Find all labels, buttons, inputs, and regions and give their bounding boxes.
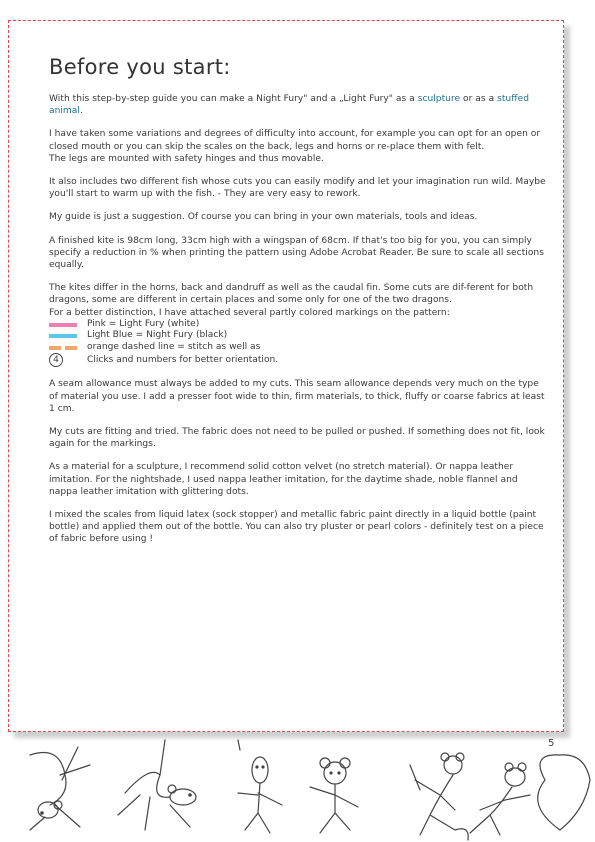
- page-frame: [8, 20, 564, 732]
- sculpture-link[interactable]: sculpture: [417, 94, 461, 104]
- number-circle-icon: 4: [49, 353, 63, 367]
- material-paragraph: As a material for a sculpture, I recommend solid cotton velvet (no stretch material). Or nappa leather imitation. For the nightshade, I used nappa leather imitation, for the daytime shade, noble flannel and nappa leather imitation with glittering dots.: [49, 462, 518, 497]
- mouse-handstand-icon: [30, 747, 90, 830]
- legend-orange: [49, 342, 549, 354]
- page-title: Before you start:: [49, 55, 231, 79]
- pink-swatch: [49, 323, 77, 327]
- mouse-heart-icon: [470, 755, 590, 835]
- intro-text: With this step-by-step guide you can make a Night Fury" and a „Light Fury" as a: [49, 94, 418, 104]
- stuffed-animal-link[interactable]: stuffed animal: [49, 94, 530, 117]
- mice-doodles: [0, 735, 595, 842]
- page-number: 5: [548, 738, 555, 749]
- legend-clicks: [49, 353, 549, 367]
- fish-paragraph: It also includes two different fish whose cuts you can easily modify and let your imagination run wild. Maybe you'll start to warm up with the fish. - They are very easy to rework.: [49, 177, 546, 200]
- legend-blue: [49, 330, 549, 342]
- content: [49, 55, 549, 546]
- mouse-swinging-icon: [410, 753, 468, 840]
- differences-paragraph: The kites differ in the horns, back and dandruff as well as the caudal fin. Some cuts are dif-ferent for both dragons, some are different in certain places and some only for one of the two dragons.: [49, 283, 534, 306]
- legs-paragraph: The legs are mounted with safety hinges and thus movable.: [49, 153, 324, 164]
- size-paragraph: A finished kite is 98cm long, 33cm high with a wingspan of 68cm. If that's too big for you, you can simply specify a reduction in % when printing the pattern using Adobe Acrobat Reader. Be sure to scale all sections equally.: [49, 235, 544, 271]
- intro-paragraph: [49, 93, 549, 117]
- mouse-waving-icon: [310, 758, 358, 833]
- scales-paragraph: I mixed the scales from liquid latex (sock stopper) and metallic fabric paint directly in a liquid bottle (paint bottle) and applied them out of the bottle. You can also try pluster or pearl colors - definitely test on a piece of fabric before using !: [49, 509, 544, 545]
- legend-pink: [49, 319, 549, 331]
- mouse-running-icon: [118, 740, 196, 830]
- seam-paragraph: A seam allowance must always be added to my cuts. This seam allowance depends very much on the type of material you use. I add a presser foot wide to thin, firm materials, to thick, fluffy or coarse fabrics at least 1 cm.: [49, 379, 545, 414]
- suggestion-paragraph: My guide is just a suggestion. Of course you can bring in your own materials, tools and ideas.: [49, 212, 478, 223]
- blue-swatch: [49, 334, 77, 338]
- fitting-paragraph: My cuts are fitting and tried. The fabric does not need to be pulled or pushed. If something does not fit, look again for the markings.: [49, 426, 545, 450]
- intro-text-2: or as a: [460, 94, 498, 104]
- markings-paragraph: For a better distinction, I have attached several partly colored markings on the pattern:: [49, 307, 450, 318]
- legend-blue-label: Light Blue = Night Fury (black): [87, 330, 228, 341]
- legend-pink-label: Pink = Light Fury (white): [87, 318, 200, 329]
- orange-dashed-swatch: [49, 346, 77, 350]
- mouse-dancing-icon: [238, 740, 282, 833]
- intro-text-3: .: [79, 106, 83, 117]
- legend-clicks-label: Clicks and numbers for better orientation.: [87, 354, 279, 365]
- legend-orange-label: orange dashed line = stitch as well as: [87, 341, 261, 352]
- variations-paragraph: I have taken some variations and degrees of difficulty into account, for example you can opt for an open or closed mouth or you can skip the scales on the back, legs and horns or re-place them with felt.: [49, 129, 541, 152]
